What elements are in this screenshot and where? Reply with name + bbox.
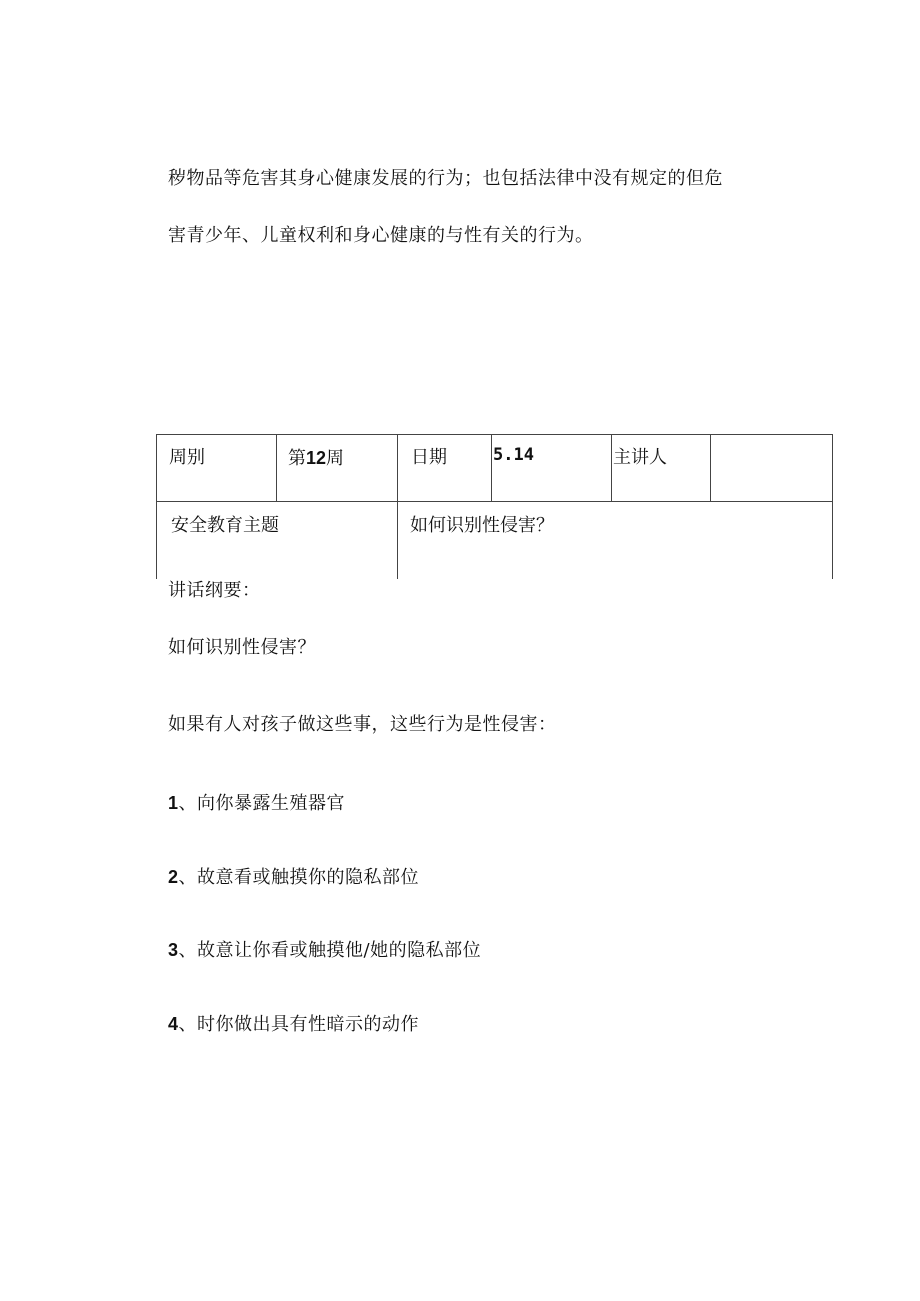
outline-question: 如何识别性侵害？ <box>168 637 316 658</box>
outline-lead: 如果有人对孩子做这些事，这些行为是性侵害： <box>168 714 557 735</box>
intro-line-1: 秽物品等危害其身心健康发展的行为；也包括法律中没有规定的但危 <box>168 168 723 189</box>
list-item: 2、故意看或触摸你的隐私部位 <box>168 867 420 888</box>
date-label: 日期 <box>411 447 447 468</box>
lesson-info-table <box>156 434 833 579</box>
date-value: 5.14 <box>493 445 534 465</box>
list-item: 3、故意让你看或触摸他/她的隐私部位 <box>168 940 482 961</box>
topic-value: 如何识别性侵害？ <box>410 515 554 536</box>
list-item: 4、时你做出具有性暗示的动作 <box>168 1014 420 1035</box>
outline-heading: 讲话纲要： <box>168 580 261 601</box>
speaker-label: 主讲人 <box>613 447 667 468</box>
list-item: 1、向你暴露生殖器官 <box>168 793 346 814</box>
intro-line-2: 害青少年、儿童权利和身心健康的与性有关的行为。 <box>168 225 594 246</box>
week-value: 第12周 <box>288 448 345 469</box>
topic-label: 安全教育主题 <box>171 515 279 536</box>
week-label: 周别 <box>169 447 205 468</box>
